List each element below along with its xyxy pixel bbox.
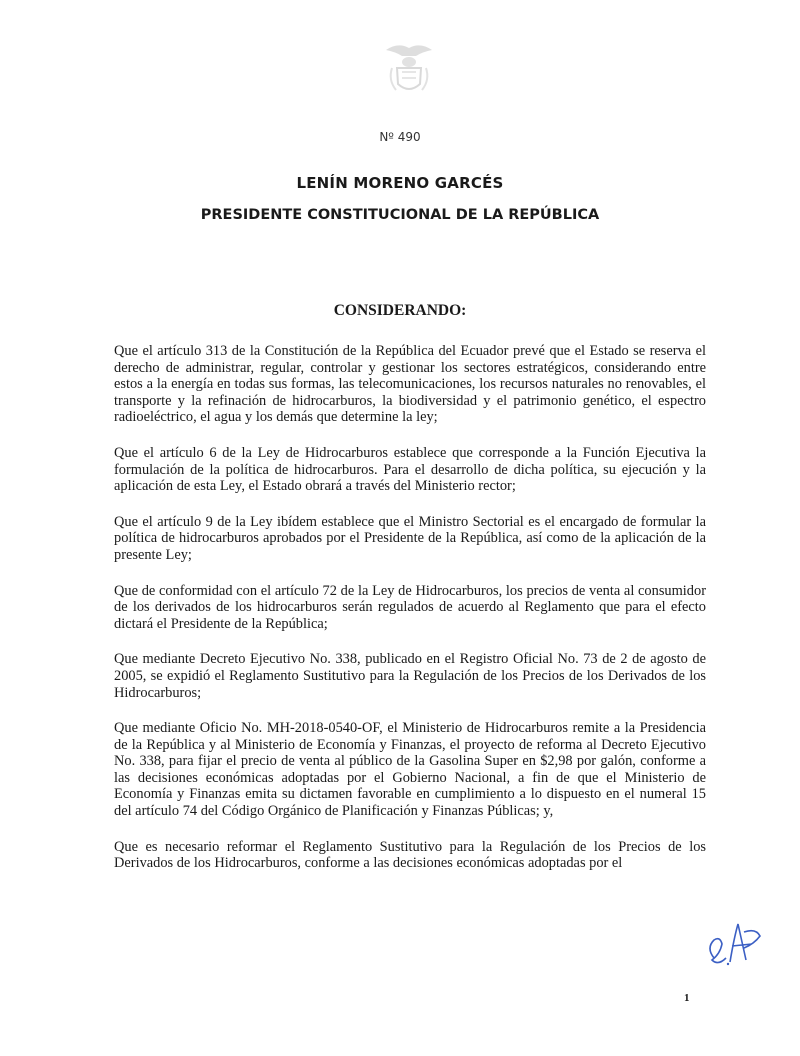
paragraph: Que mediante Oficio No. MH-2018-0540-OF, el Ministerio de Hidrocarburos remite a la Presidencia de la República y al Ministerio de Economía y Finanzas, el proyecto de reforma al Decreto Ejecutivo No. 338, para fijar el precio de venta al público de la Gasolina Super en $2,98 por galón, conforme a las decisiones económicas adoptadas por el Gobierno Nacional, a fin de que el Ministerio de Economía y Finanzas emita su dictamen favorable en cumplimiento a lo dispuesto en el numeral 15 del artículo 74 del Código Orgánico de Planificación y Finanzas Públicas; y, [114, 720, 706, 820]
paragraph: Que el artículo 6 de la Ley de Hidrocarburos establece que corresponde a la Función Ejecutiva la formulación de la política de hidrocarburos. Para el desarrollo de dicha política, su ejecución y la aplicación de esta Ley, el Estado obrará a través del Ministerio rector; [114, 444, 706, 495]
coat-of-arms-seal-icon [382, 38, 436, 102]
decree-number: Nº 490 [379, 130, 421, 144]
president-title: PRESIDENTE CONSTITUCIONAL DE LA REPÚBLICA [200, 207, 600, 223]
paragraph: Que mediante Decreto Ejecutivo No. 338, publicado en el Registro Oficial No. 73 de 2 de agosto de 2005, se expidió el Reglamento Sustitutivo para la Regulación de los Precios de los Derivados de los Hidrocarburos; [114, 651, 706, 701]
paragraph: Que de conformidad con el artículo 72 de la Ley de Hidrocarburos, los precios de venta al consumidor de los derivados de los hidrocarburos serán regulados de acuerdo al Reglamento que para el efecto dictará el Presidente de la República; [114, 582, 706, 632]
paragraph: Que el artículo 9 de la Ley ibídem establece que el Ministro Sectorial es el encargado de formular la política de hidrocarburos aprobados por el Presidente de la República, así como de la aplicación de la presente Ley; [114, 513, 706, 563]
document-body [114, 343, 706, 891]
paragraph: Que el artículo 313 de la Constitución de la República del Ecuador prevé que el Estado se reserva el derecho de administrar, regular, controlar y gestionar los sectores estratégicos, considerando entre estos a la energía en todas sus formas, las telecomunicaciones, los recursos naturales no renovables, el transporte y la refinación de hidrocarburos, la biodiversidad y el patrimonio genético, el espectro radioeléctrico, el agua y los demás que determine la ley; [114, 343, 706, 426]
initials-signature-icon [704, 918, 764, 976]
section-heading: CONSIDERANDO: [333, 302, 467, 319]
paragraph: Que es necesario reformar el Reglamento Sustitutivo para la Regulación de los Precios de los Derivados de los Hidrocarburos, conforme a las decisiones económicas adoptadas por el [114, 838, 706, 872]
president-name: LENÍN MORENO GARCÉS [296, 174, 504, 192]
page-number: 1 [684, 992, 690, 1004]
